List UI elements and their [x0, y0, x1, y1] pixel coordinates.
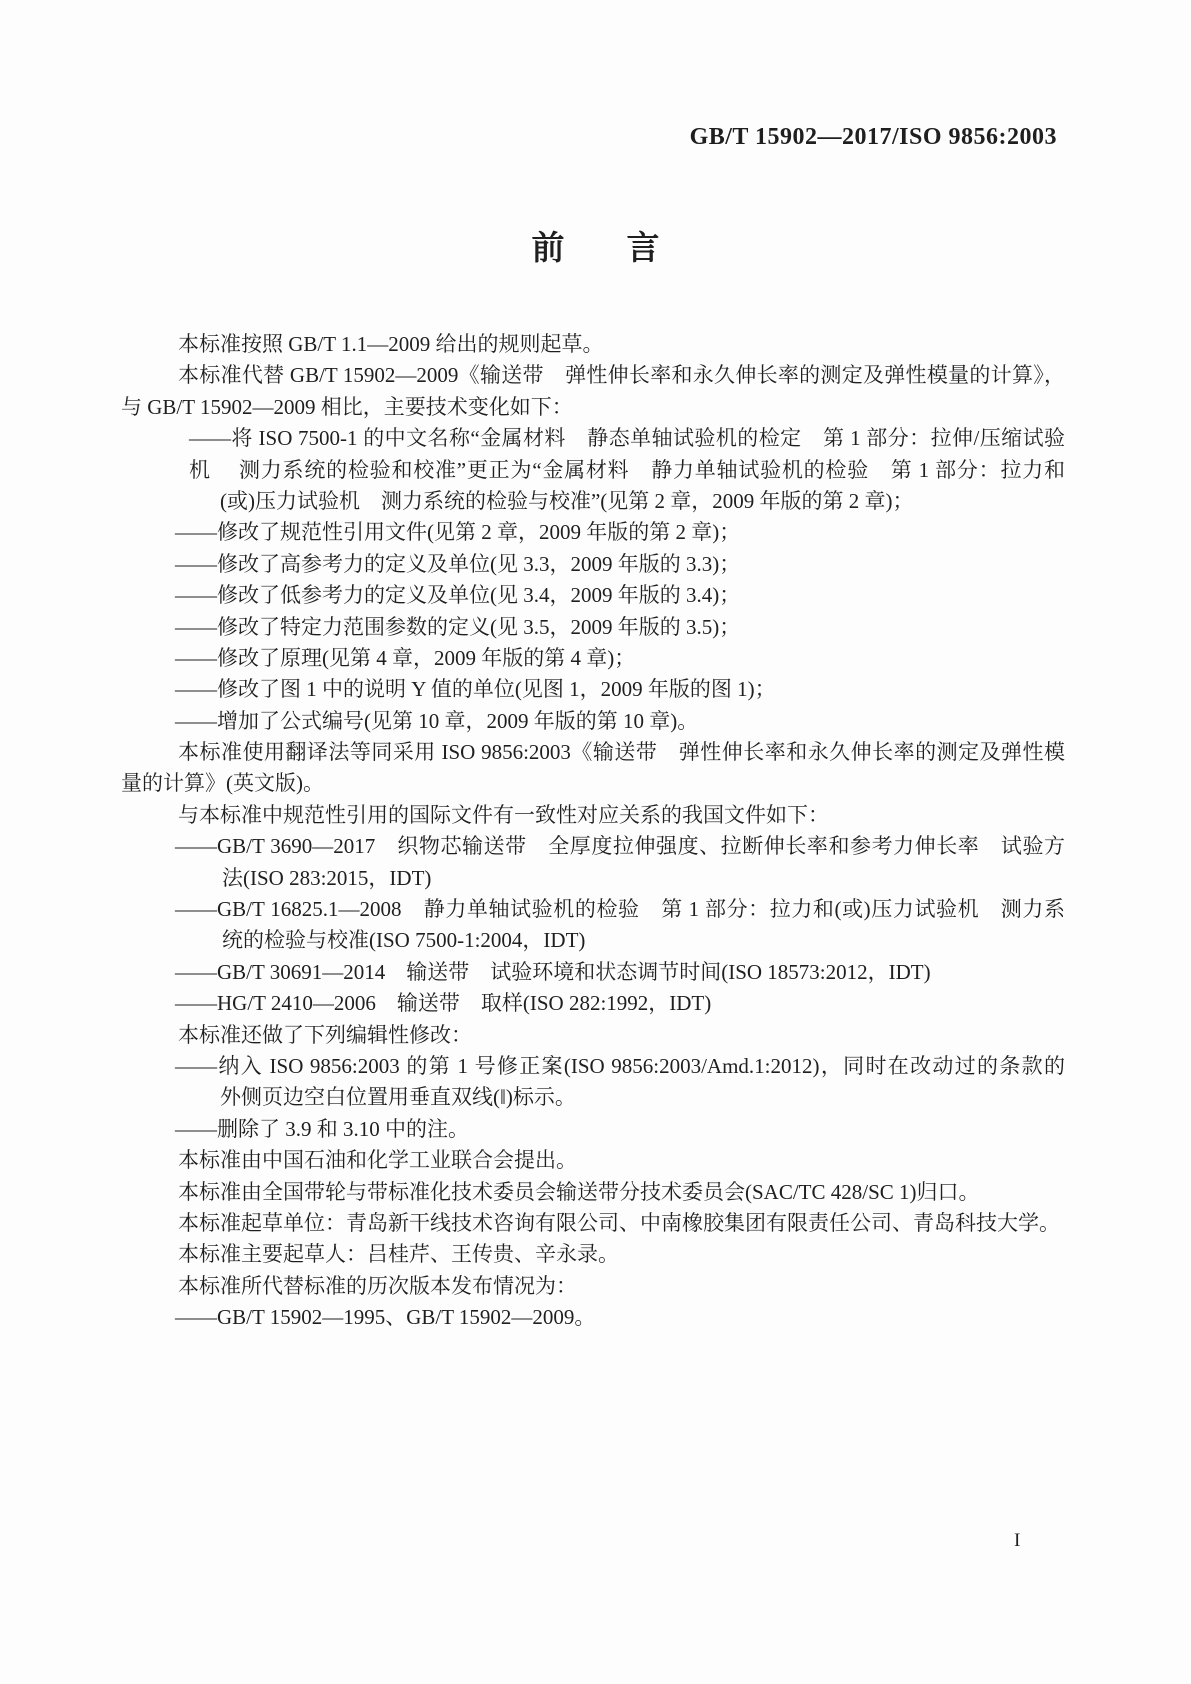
text-line: 本标准代替 GB/T 15902—2009《输送带 弹性伸长率和永久伸长率的测定及弹性模量的计算》， — [178, 363, 1065, 388]
text-line: ——GB/T 15902—1995、GB/T 15902—2009。 — [175, 1305, 596, 1330]
text-line: ——GB/T 3690—2017 织物芯输送带 全厚度拉伸强度、拉断伸长率和参考力伸长率 试验方 — [175, 834, 1065, 859]
text-line: ——增加了公式编号(见第 10 章，2009 年版的第 10 章)。 — [175, 708, 699, 733]
text-line: ——HG/T 2410—2006 输送带 取样(ISO 282:1992，IDT) — [175, 991, 712, 1016]
text-line: ——GB/T 16825.1—2008 静力单轴试验机的检验 第 1 部分：拉力和(或)压力试验机 测力系 — [175, 897, 1065, 922]
text-line: 本标准由中国石油和化学工业联合会提出。 — [178, 1148, 577, 1173]
foreword-body — [121, 329, 1065, 1334]
text-line: 本标准按照 GB/T 1.1—2009 给出的规则起草。 — [178, 332, 604, 356]
text-line: ——修改了高参考力的定义及单位(见 3.3，2009 年版的 3.3)； — [175, 551, 741, 576]
text-line: ——GB/T 30691—2014 输送带 试验环境和状态调节时间(ISO 18573:2012，IDT) — [175, 959, 931, 984]
text-line: 本标准起草单位：青岛新干线技术咨询有限公司、中南橡胶集团有限责任公司、青岛科技大学。 — [178, 1210, 1060, 1235]
text-line: 与 GB/T 15902—2009 相比，主要技术变化如下： — [121, 394, 573, 419]
text-line: 本标准还做了下列编辑性修改： — [178, 1022, 472, 1047]
standard-code-header: GB/T 15902—2017/ISO 9856:2003 — [689, 124, 1057, 150]
page-number: I — [1014, 1530, 1021, 1551]
text-line: (或)压力试验机 测力系统的检验与校准”(见第 2 章，2009 年版的第 2 章)； — [220, 488, 914, 513]
text-line: 量的计算》(英文版)。 — [121, 771, 324, 796]
text-line: 本标准主要起草人：吕桂芹、王传贵、辛永录。 — [178, 1242, 619, 1267]
text-line: ——修改了特定力范围参数的定义(见 3.5，2009 年版的 3.5)； — [175, 614, 741, 639]
text-line: ——纳入 ISO 9856:2003 的第 1 号修正案(ISO 9856:2003/Amd.1:2012)，同时在改动过的条款的 — [175, 1053, 1065, 1078]
text-line: 测力系统的检验和校准”更正为“金属材料 静力单轴试验机的检验 第 1 部分：拉力和 — [239, 457, 1065, 482]
text-line: ——修改了原理(见第 4 章，2009 年版的第 4 章)； — [175, 645, 636, 670]
text-line: ——删除了 3.9 和 3.10 中的注。 — [175, 1116, 469, 1141]
text-line: 法(ISO 283:2015，IDT) — [222, 865, 432, 890]
text-line: 本标准使用翻译法等同采用 ISO 9856:2003《输送带 弹性伸长率和永久伸长率的测定及弹性模 — [178, 740, 1065, 765]
text-line: 本标准由全国带轮与带标准化技术委员会输送带分技术委员会(SAC/TC 428/SC 1)归口。 — [178, 1179, 980, 1204]
text-line: ——修改了图 1 中的说明 Y 值的单位(见图 1，2009 年版的图 1)； — [175, 677, 776, 702]
text-line: ——将 ISO 7500-1 的中文名称“金属材料 静态单轴试验机的检定 第 1 部分：拉伸/压缩试验机 — [189, 426, 1065, 482]
text-line: ——修改了规范性引用文件(见第 2 章，2009 年版的第 2 章)； — [175, 520, 741, 545]
text-line: 与本标准中规范性引用的国际文件有一致性对应关系的我国文件如下： — [178, 802, 829, 827]
page-title — [0, 222, 1191, 269]
text-line: 外侧页边空白位置用垂直双线(‖)标示。 — [220, 1085, 576, 1110]
text-line: ——修改了低参考力的定义及单位(见 3.4，2009 年版的 3.4)； — [175, 583, 741, 608]
page-title-char-1: 前 — [531, 229, 565, 266]
text-line: 统的检验与校准(ISO 7500-1:2004，IDT) — [222, 928, 586, 953]
text-line: 本标准所代替标准的历次版本发布情况为： — [178, 1273, 577, 1298]
page-title-char-2: 言 — [626, 229, 660, 266]
